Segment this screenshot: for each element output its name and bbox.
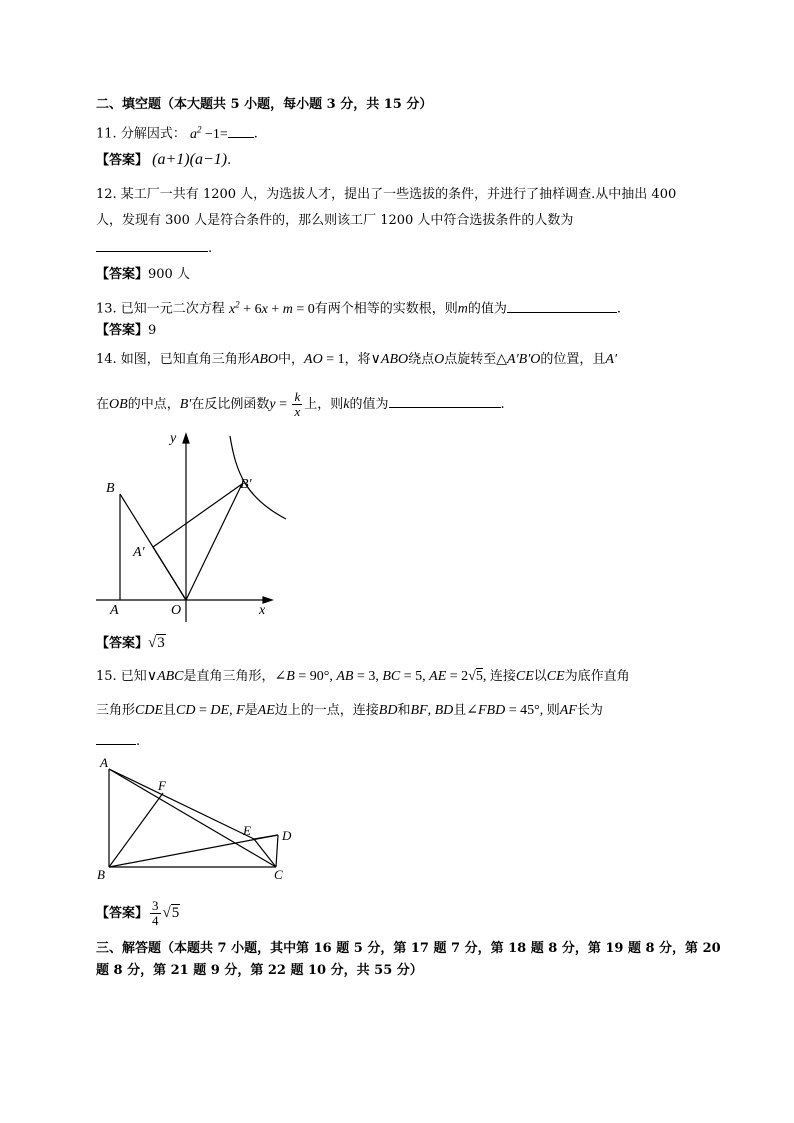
q13-answer: 9: [148, 323, 157, 338]
q14-line-1: [96, 351, 617, 369]
section-heading-solve-line-2: 题 8 分，第 21 题 9 分，第 22 题 10 分，共 55 分）: [96, 963, 423, 978]
label-f: F: [158, 778, 166, 793]
q14-line-2: 在OB的中点，B′在反比例函数y = $\frac{k}{x}$ 上，则k的值为 .: [96, 389, 505, 419]
q12-blank-line: .: [96, 238, 212, 258]
label-c: C: [274, 867, 283, 882]
q14-text-k: 的值为: [349, 397, 389, 412]
section-heading-fill-in: 二、填空题（本大题共 5 小题，每小题 3 分，共 15 分）: [96, 97, 433, 112]
q15-text-d: 以: [533, 669, 547, 684]
q14-blank: [389, 394, 501, 408]
q14-triangle-abo: ∨ABO: [370, 352, 409, 367]
q14-point-o: O: [434, 352, 445, 367]
q14-text-b: 中，: [278, 352, 305, 367]
q14-text-j: 上，则: [304, 397, 344, 412]
section-heading-solve-line-1: 三、解答题（本题共 7 小题，其中第 16 题 5 分，第 17 题 7 分，第 18 题 8 分，第 19 题 8 分，第 20: [96, 941, 721, 956]
q12-answer-line: [96, 266, 190, 284]
q15-cd-eq-de: CD = DE, F: [176, 703, 245, 718]
q15-angle-fbd: ∠FBD = 45°,: [466, 703, 547, 718]
q15-blank-line: .: [96, 731, 140, 751]
segment-ac: [109, 769, 276, 867]
q15-answer-sqrt: √5: [162, 905, 180, 921]
q13-blank: [507, 299, 617, 313]
answer-label: 【答案】: [96, 906, 149, 921]
segment-ec: [254, 839, 276, 867]
q13-suffix: 的值为: [467, 301, 507, 317]
y-axis-arrow: [183, 434, 189, 443]
label-a-prime: A′: [133, 545, 145, 560]
label-b: B: [106, 481, 115, 496]
question-11: 11. 分解因式： $a^2 -1=$ .: [96, 124, 258, 142]
q15-bd: BD: [378, 703, 398, 718]
q13-answer-line: [96, 322, 156, 340]
q14-abo: ABO: [250, 352, 279, 367]
q15-text-c: 连接: [489, 669, 516, 684]
q14-triangle-prime: △A′B′O: [496, 352, 541, 367]
segment-ob-prime: [186, 484, 242, 600]
label-b: B: [97, 867, 105, 882]
q14-text-c: ，将: [344, 352, 371, 367]
q12-blank: [96, 238, 208, 252]
q14-function: y =: [269, 397, 291, 412]
q15-text-i: 边上的一点，连接: [274, 703, 379, 718]
q15-answer-fraction: $\frac{3}{4}$: [152, 898, 159, 928]
q11-blank: [228, 124, 254, 138]
segment-a-prime-o: [153, 547, 186, 600]
q11-expression: $a^2 -1=$: [189, 124, 228, 142]
segment-bd: [109, 835, 278, 867]
q15-text-k: 且: [453, 703, 467, 718]
label-o: O: [171, 603, 182, 618]
q14-a-prime: A′: [605, 352, 618, 367]
q12-line-2: 人，发现有 300 人是符合条件的，那么则该工厂 1200 人中符合选拔条件的人数为: [96, 213, 574, 228]
label-b-prime: B′: [240, 477, 252, 492]
q15-ce-2: CE: [546, 669, 565, 684]
q15-ae: AE: [257, 703, 275, 718]
q15-text-l: 则: [546, 703, 560, 718]
q15-text-e: 为底作直角: [564, 669, 630, 684]
q14-b-prime: B′: [179, 397, 192, 412]
segment-ae: [109, 769, 254, 839]
q14-answer-line: [96, 634, 166, 653]
q15-bf: BF, BD: [410, 703, 454, 718]
segment-b-prime-a-prime: [153, 484, 242, 547]
q14-ob: OB: [109, 397, 128, 412]
q15-text-b: 是直角三角形，: [183, 669, 275, 684]
q15-line-1: [96, 668, 630, 686]
hyperbola-curve: [230, 436, 286, 519]
q14-text-e: 点旋转至: [444, 352, 497, 367]
q15-line-2: [96, 702, 603, 720]
q15-text-f: 三角形: [96, 703, 136, 718]
question-13: 13. 已知一元二次方程 $x^2 + 6x + m = 0$有两个相等的实数根，则m的值为 .: [96, 299, 622, 317]
q11-text: 分解因式：: [120, 126, 186, 142]
q12-line-1: 12. 某工厂一共有 1200 人，为选拔人才，提出了一些选拔的条件，并进行了抽样调查.从中抽出 400: [96, 187, 677, 202]
label-a: A: [100, 755, 108, 770]
label-y: y: [170, 431, 177, 446]
q14-text-h: 的中点，: [127, 397, 180, 412]
q15-text-a: 15. 已知: [96, 669, 147, 684]
q13-middle: 有两个相等的实数根，则: [314, 301, 458, 317]
answer-label: 【答案】: [96, 267, 149, 282]
label-x: x: [259, 603, 266, 618]
q15-triangle-abc: ∨ABC: [146, 669, 184, 684]
q14-answer: √3: [148, 635, 165, 651]
q13-var-m: m: [457, 301, 468, 317]
q11-number: 11.: [96, 126, 117, 142]
segment-dc: [276, 835, 278, 867]
q14-text-i: 在反比例函数: [191, 397, 270, 412]
q15-text-h: 是: [244, 703, 258, 718]
segment-bf: [109, 793, 163, 867]
q14-fraction: $\frac{k}{x}$: [294, 389, 301, 419]
q15-conditions: ∠B = 90°, AB = 3, BC = 5, AE = 2√5,: [274, 669, 490, 684]
q15-text-g: 且: [163, 703, 177, 718]
q14-text-a: 14. 如图，已知直角三角形: [96, 352, 251, 367]
q15-figure: [96, 755, 326, 885]
q15-blank: [96, 731, 136, 745]
q15-answer-line: [96, 899, 180, 928]
q15-af: AF: [559, 703, 577, 718]
label-d: D: [282, 828, 292, 843]
q13-equation: $x^2 + 6x + m = 0$: [228, 299, 315, 317]
answer-label: 【答案】: [96, 636, 149, 651]
q14-figure: [96, 428, 306, 623]
q14-ao-eq: AO = 1: [304, 352, 345, 367]
q14-text-d: 绕点: [408, 352, 435, 367]
label-a: A: [110, 603, 119, 618]
q15-text-j: 和: [397, 703, 411, 718]
q11-answer-line: 【答案】 (a+1)(a−1).: [96, 151, 232, 168]
q15-text-m: 长为: [576, 703, 603, 718]
q15-ce: CE: [515, 669, 534, 684]
q13-prefix: 13. 已知一元二次方程: [96, 301, 225, 317]
q14-var-k: k: [343, 397, 350, 412]
answer-label: 【答案】: [96, 323, 149, 338]
label-e: E: [243, 823, 251, 838]
q11-answer: (a+1)(a−1): [152, 151, 228, 168]
answer-label: 【答案】: [96, 153, 149, 168]
q14-text-f: 的位置，且: [540, 352, 606, 367]
q15-cde: CDE: [135, 703, 164, 718]
q12-answer: 900 人: [148, 267, 190, 282]
q14-text-g: 在: [96, 397, 110, 412]
